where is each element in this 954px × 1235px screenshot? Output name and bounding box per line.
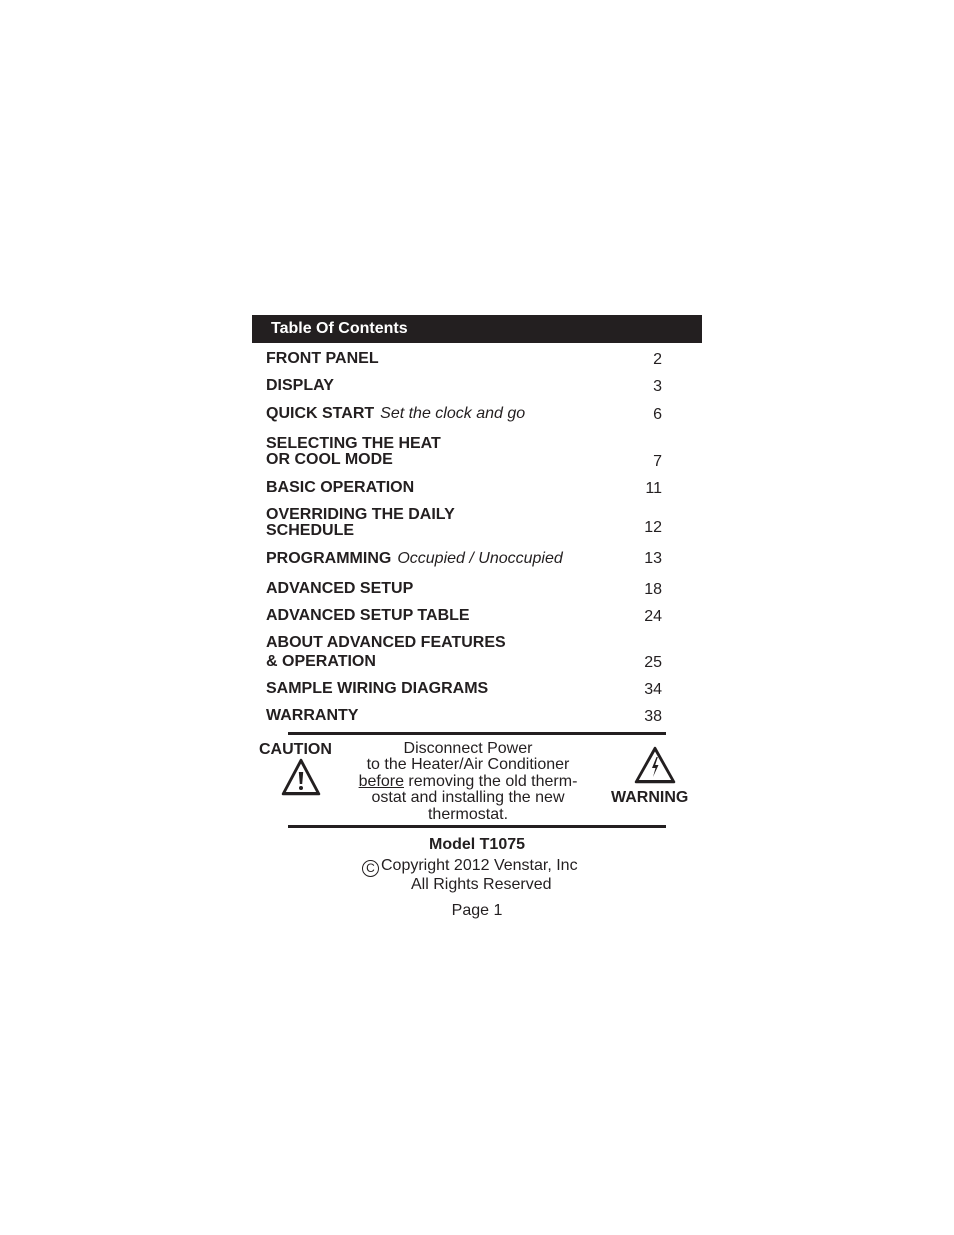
toc-entry-title: WARRANTY <box>266 707 359 724</box>
divider-bottom <box>288 825 666 828</box>
toc-entry-warranty[interactable] <box>266 708 666 724</box>
toc-entry-title-line1: ABOUT ADVANCED FEATURES <box>266 634 506 651</box>
disconnect-power-notice <box>338 741 598 823</box>
notice-line-rest: removing the old therm- <box>403 772 578 790</box>
toc-entry-wiring-diagrams[interactable] <box>266 681 666 697</box>
copyright-symbol-icon: C <box>362 860 379 877</box>
toc-entry-advanced-setup[interactable] <box>266 581 666 597</box>
toc-entry-title-line2: OR COOL MODE <box>266 451 393 468</box>
toc-entry-display[interactable] <box>266 378 666 394</box>
toc-entry-title: ADVANCED SETUP TABLE <box>266 607 470 624</box>
rights-text: All Rights Reserved <box>411 876 552 893</box>
toc-entry-page: 24 <box>644 608 662 625</box>
toc-entry-page: 34 <box>644 681 662 698</box>
toc-entry-title-line2: & OPERATION <box>266 653 376 670</box>
toc-entry-page: 7 <box>653 453 662 470</box>
divider-top <box>288 732 666 735</box>
toc-entry-page: 11 <box>645 480 662 497</box>
toc-entry-title: PROGRAMMING <box>266 550 392 567</box>
toc-entry-subtitle: Set the clock and go <box>380 405 526 422</box>
notice-emphasis: before <box>358 772 404 790</box>
toc-entry-basic-operation[interactable] <box>266 480 666 496</box>
copyright-text: Copyright 2012 Venstar, Inc <box>381 857 578 874</box>
notice-line: Disconnect Power <box>403 740 533 757</box>
toc-title: Table Of Contents <box>271 320 408 337</box>
toc-entry-page: 6 <box>653 406 662 423</box>
toc-entry-selecting-mode[interactable] <box>266 436 666 468</box>
toc-entry-title-line2: SCHEDULE <box>266 522 355 539</box>
notice-line: to the Heater/Air Conditioner <box>366 756 570 774</box>
toc-entry-subtitle: Occupied / Unoccupied <box>397 550 563 567</box>
toc-entry-title: QUICK START <box>266 405 375 422</box>
page-number: Page 1 <box>451 902 503 919</box>
toc-entry-page: 25 <box>644 654 662 671</box>
toc-header <box>252 315 702 343</box>
toc-entry-page: 13 <box>644 550 662 567</box>
toc-entry-overriding[interactable] <box>266 507 666 539</box>
toc-entry-title: FRONT PANEL <box>266 350 379 367</box>
toc-entry-page: 2 <box>653 351 662 368</box>
notice-line: thermostat. <box>427 805 509 823</box>
toc-entry-title-line1: SELECTING THE HEAT <box>266 435 441 452</box>
toc-entry-title-line1: OVERRIDING THE DAILY <box>266 506 455 523</box>
toc-entry-page: 38 <box>644 708 662 725</box>
notice-line: ostat and installing the new <box>371 789 565 807</box>
notice-line <box>338 774 598 790</box>
toc-entry-title: DISPLAY <box>266 377 334 394</box>
toc-entry-title: ADVANCED SETUP <box>266 580 414 597</box>
warning-label: WARNING <box>611 789 689 806</box>
toc-entry-page: 3 <box>653 378 662 395</box>
toc-entry-quick-start[interactable] <box>266 405 666 423</box>
lightning-triangle-icon <box>634 746 676 789</box>
toc-entry-programming[interactable] <box>266 550 666 568</box>
toc-entry-title: BASIC OPERATION <box>266 479 415 496</box>
toc-entry-advanced-setup-table[interactable] <box>266 608 666 624</box>
copyright-block <box>362 858 578 893</box>
toc-entry-title: SAMPLE WIRING DIAGRAMS <box>266 680 489 697</box>
caution-label: CAUTION <box>259 741 332 758</box>
toc-entry-front-panel[interactable] <box>266 351 666 367</box>
model-number: Model T1075 <box>428 836 526 853</box>
toc-entry-page: 12 <box>644 519 662 536</box>
exclamation-triangle-icon <box>280 757 322 802</box>
toc-entry-about-advanced[interactable] <box>266 635 666 670</box>
toc-entry-page: 18 <box>644 581 662 598</box>
